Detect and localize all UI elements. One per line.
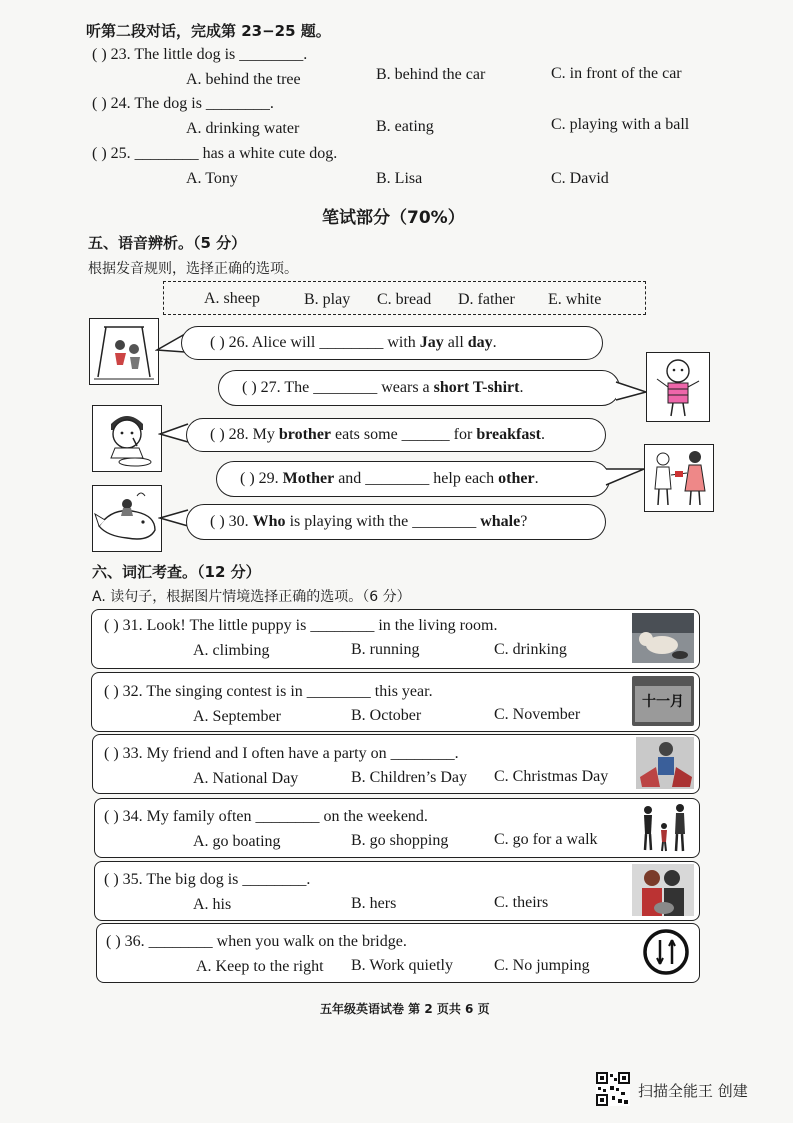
question-23: ( ) 23. The little dog is ________. xyxy=(92,46,308,63)
question-30: ( ) 30. Who is playing with the ________ whale? xyxy=(210,513,528,530)
phonics-option-b: B. play xyxy=(304,291,351,308)
question-box-35 xyxy=(94,861,700,921)
written-part-title: 笔试部分（70%） xyxy=(322,208,465,228)
option-25a: A. Tony xyxy=(186,170,238,187)
option-31b: B. running xyxy=(351,641,420,658)
option-33c: C. Christmas Day xyxy=(494,768,609,785)
option-36a: A. Keep to the right xyxy=(196,958,324,975)
option-34b: B. go shopping xyxy=(351,832,449,849)
option-23c: C. in front of the car xyxy=(551,65,682,82)
question-32: ( ) 32. The singing contest is in ________ this year. xyxy=(104,683,433,700)
keep-right-sign-icon xyxy=(640,928,692,976)
party-picture xyxy=(636,737,694,789)
calendar-month-label: 十一月 xyxy=(642,694,684,710)
option-32a: A. September xyxy=(193,708,281,725)
option-31a: A. climbing xyxy=(193,642,270,659)
sheep-picture xyxy=(646,352,710,422)
puppy-picture xyxy=(632,613,694,663)
option-24a: A. drinking water xyxy=(186,120,300,137)
option-24c: C. playing with a ball xyxy=(551,116,690,133)
option-23b: B. behind the car xyxy=(376,66,486,83)
option-32b: B. October xyxy=(351,707,422,724)
page-footer: 五年级英语试卷 第 2 页共 6 页 xyxy=(320,1002,490,1016)
option-35a: A. his xyxy=(193,896,232,913)
question-26: ( ) 26. Alice will ________ with Jay all day. xyxy=(210,334,497,351)
section5-instruction: 根据发音规则，选择正确的选项。 xyxy=(88,261,298,277)
whale-picture xyxy=(92,485,162,552)
calendar-picture xyxy=(632,676,694,726)
phonics-option-c: C. bread xyxy=(377,291,432,308)
option-23a: A. behind the tree xyxy=(186,71,301,88)
option-33a: A. National Day xyxy=(193,770,299,787)
big-dog-picture xyxy=(632,864,694,916)
option-24b: B. eating xyxy=(376,118,434,135)
listening-heading: 听第二段对话，完成第 23−25 题。 xyxy=(86,22,331,40)
question-34: ( ) 34. My family often ________ on the weekend. xyxy=(104,808,428,825)
phonics-option-e: E. white xyxy=(548,291,602,308)
question-31: ( ) 31. Look! The little puppy is ________ in the living room. xyxy=(104,617,498,634)
question-29: ( ) 29. Mother and ________ help each other. xyxy=(240,470,539,487)
option-25c: C. David xyxy=(551,170,609,187)
section6-subheading: A. 读句子，根据图片情境选择正确的选项。（6 分） xyxy=(92,589,411,605)
question-28: ( ) 28. My brother eats some ______ for breakfast. xyxy=(210,426,545,443)
swing-picture xyxy=(89,318,159,385)
option-32c: C. November xyxy=(494,706,581,723)
option-33b: B. Children’s Day xyxy=(351,769,467,786)
option-34c: C. go for a walk xyxy=(494,831,598,848)
mother-helping-picture xyxy=(644,444,714,512)
section6-heading: 六、词汇考查。（12 分） xyxy=(92,563,261,581)
option-31c: C. drinking xyxy=(494,641,567,658)
question-33: ( ) 33. My friend and I often have a party on ________. xyxy=(104,745,459,762)
question-24: ( ) 24. The dog is ________. xyxy=(92,95,274,112)
question-25: ( ) 25. ________ has a white cute dog. xyxy=(92,145,338,162)
option-25b: B. Lisa xyxy=(376,170,423,187)
section5-heading: 五、语音辨析。（5 分） xyxy=(88,234,247,252)
boy-eating-picture xyxy=(92,405,162,472)
phonics-option-a: A. sheep xyxy=(204,290,260,307)
family-walk-picture xyxy=(636,802,694,854)
question-36: ( ) 36. ________ when you walk on the bridge. xyxy=(106,933,407,950)
phonics-option-d: D. father xyxy=(458,291,515,308)
qr-code-icon xyxy=(596,1072,630,1106)
option-34a: A. go boating xyxy=(193,833,281,850)
question-35: ( ) 35. The big dog is ________. xyxy=(104,871,311,888)
option-36c: C. No jumping xyxy=(494,957,590,974)
option-35b: B. hers xyxy=(351,895,397,912)
option-36b: B. Work quietly xyxy=(351,957,453,974)
option-35c: C. theirs xyxy=(494,894,549,911)
question-27: ( ) 27. The ________ wears a short T-shirt. xyxy=(242,379,524,396)
scanner-watermark: 扫描全能王 创建 xyxy=(638,1082,748,1100)
